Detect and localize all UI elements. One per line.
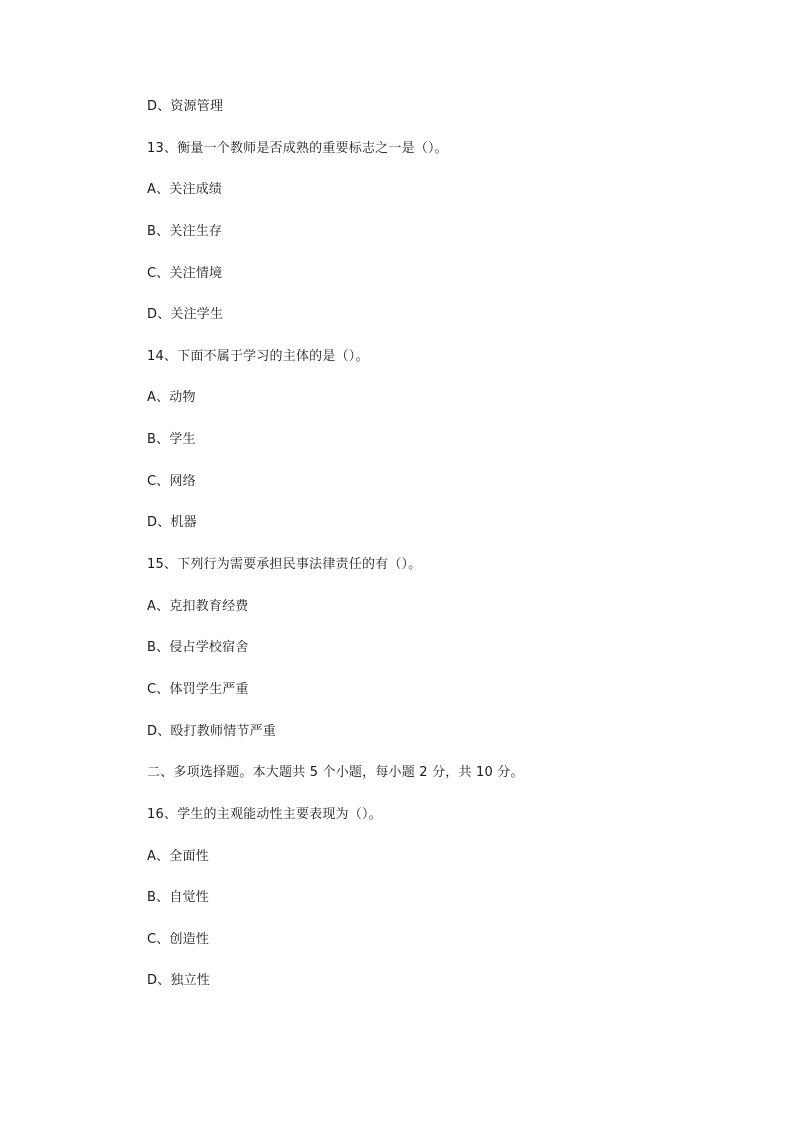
option-14-c: C、网络 [147,473,196,489]
question-list [147,96,524,1012]
option-13-b: B、关注生存 [147,223,223,239]
option-15-a: A、克扣教育经费 [147,598,249,614]
option-13-d: D、关注学生 [147,307,224,323]
option-15-b: B、侵占学校宿舍 [147,640,249,656]
option-12-d: D、资源管理 [147,99,224,114]
option-14-d: D、机器 [147,515,197,531]
option-16-d: D、独立性 [147,973,211,989]
option-16-c: C、创造性 [147,931,210,947]
option-15-d: D、殴打教师情节严重 [147,723,277,739]
option-14-b: B、学生 [147,432,196,448]
question-13: 13、衡量一个教师是否成熟的重要标志之一是（）。 [147,140,448,156]
option-14-a: A、动物 [147,390,196,406]
question-14: 14、下面不属于学习的主体的是（）。 [147,348,369,364]
option-16-b: B、自觉性 [147,890,209,906]
option-13-c: C、关注情境 [147,265,223,281]
option-16-a: A、全面性 [147,848,209,864]
option-13-a: A、关注成绩 [147,182,223,198]
question-15: 15、下列行为需要承担民事法律责任的有（）。 [147,557,422,573]
section-heading: 二、多项选择题。本大题共 5 个小题，每小题 2 分，共 10 分。 [147,765,524,781]
option-15-c: C、体罚学生严重 [147,681,249,697]
question-16: 16、学生的主观能动性主要表现为（）。 [147,806,382,822]
